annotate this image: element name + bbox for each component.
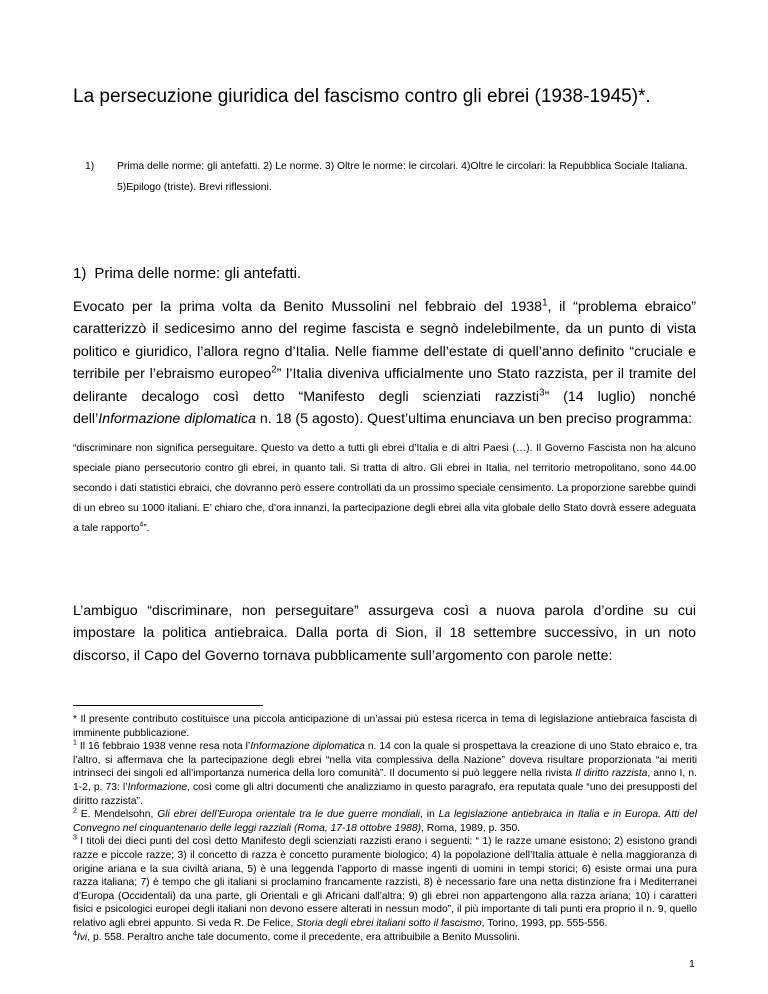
section-number: 1) (73, 265, 87, 282)
footnote-text: I titoli dei dieci punti del così detto Manifesto degli scienziati razzisti erano i seguenti: “ 1) le razze umane esistono; 2) esistono grandi razze e piccole razze; 3) il concetto di razza è concetto puramente biologico; 4) la popolazione dell’Italia attuale è nella maggioranza di origine ariana e la sua civiltà ariana, 5) è una leggenda l’apporto di masse ingenti di uomini in tempi storici; 6) esiste ormai una pura razza italiana; 7) è tempo che gli italiani si proclamino francamente razzisti, 8) è necessario fare una netta distinzione fra i Mediterranei d’Europa (Occidentali) da una parte, gli Orientali e gli Africani dall’altra; 9) gli ebrei non appartengono alla razza ariana; 10) i caratteri fisici e psicologici europei degli italiani non devono essere alterati in nessun modo”, il più importante di tali punti era proprio il n. 9, quello relativo agli ebrei appunto. Si veda R. De Felice, (73, 836, 697, 929)
section-heading (73, 264, 301, 284)
footnote-text: , anno I, n. 1-2, p. 73: l’ (73, 768, 697, 793)
italic-text: Informazione (127, 781, 188, 793)
footnote-3 (73, 835, 697, 930)
quote-text: “discriminare non significa perseguitare. Questo va detto a tutti gli ebrei d’Italia e di altri Paesi (…). Il Governo Fascista non ha alcuno speciale piano persecutorio contro gli ebrei, in quanto tali. Si tratta di altro. Gli ebrei in Italia, nel territorio metropolitano, sono 44.00 secondo i dati statistici ebraici, che dovranno però essere controllati da un prossimo speciale censimento. La proporzione sarebbe quindi di un ebreo su 1000 italiani. E’ chiaro che, d’ora innanzi, la partecipazione degli ebrei alla vita globale dello Stato dovrà essere adeguata a tale rapporto (73, 443, 696, 534)
toc-text: Prima delle norme: gli antefatti. 2) Le norme. 3) Oltre le norme: le circolari. 4)Oltre le circolari: la Repubblica Sociale Italiana. 5)Epilogo (triste). Brevi riflessioni. (117, 161, 688, 193)
paragraph-text: ” (14 luglio) nonché dell’ (73, 388, 696, 428)
footnote-ref[interactable]: 2 (271, 364, 277, 376)
footnote-text: , in (420, 809, 439, 821)
paragraph-text: ” l’Italia diveniva ufficialmente uno Stato razzista, per il tramite del delirante decalogo così detto “Manifesto degli scienziati razzisti (73, 366, 696, 405)
footnote-text: n. 14 con la quale si prospettava la creazione di uno Stato ebraico e, tra l’altro, si affermava che la partecipazione degli ebrei “nella vita complessiva della Nazione” doveva risultare proporzionata “ai meriti intrinseci dei singoli ed all’importanza numerica della loro comunità”. Il documento si può leggere nella rivista (73, 741, 698, 780)
footnote-4 (73, 931, 697, 945)
footnote-text: , così come gli altri documenti che analizziamo in questo paragrafo, era reputata quale “uno dei presupposti del diritto razzista”. (73, 781, 697, 807)
footnote-mark: 4 (73, 930, 77, 938)
toc-number: 1) (85, 161, 95, 172)
footnote-text: , p. 558. Peraltro anche tale documento, come il precedente, era attribuibile a Benito Mussolini. (87, 931, 520, 943)
document-title: La persecuzione giuridica del fascismo contro gli ebrei (1938-1945)*. (73, 86, 651, 107)
footnotes (73, 713, 697, 944)
footnote-ref[interactable]: 4 (139, 521, 144, 529)
table-of-contents (85, 156, 705, 198)
footnote-text: Il 16 febbraio 1938 venne resa nota l’ (76, 741, 251, 753)
italic-text: Informazione diplomatica (250, 741, 365, 753)
footnote-mark: 1 (73, 739, 77, 747)
quote-end: ”. (143, 523, 150, 534)
footnote-separator (73, 705, 263, 706)
page-number: 1 (689, 958, 695, 970)
footnote-ref[interactable]: 1 (542, 297, 548, 309)
block-quote (73, 439, 696, 539)
paragraph-text: , il “problema ebraico” caratterizzò il sedicesimo anno del regime fascista e segnò indelebilmente, da un punto di vista politico e giuridico, l’allora regno d’Italia. Nelle fiamme dell’estate di quell’anno definito “cruciale e terribile per l’ebraismo europeo (73, 299, 696, 383)
italic-text: La legislazione antiebraica in Italia e in Europa. Atti del Convegno nel cinquantenario delle leggi razziali (Roma, 17-18 ottobre 1988) (73, 809, 697, 834)
footnote-text: , Torino, 1993, pp. 555-556. (481, 917, 608, 929)
section-title: Prima delle norme: gli antefatti. (94, 265, 302, 282)
footnote-2 (73, 808, 697, 835)
footnote-1 (73, 740, 697, 808)
paragraph-text: n. 18 (5 agosto). Quest’ultima enunciava un ben preciso programma: (255, 411, 693, 428)
italic-text: Storia degli ebrei italiani sotto il fascismo (296, 917, 482, 929)
footnote-star: * Il presente contributo costituisce una piccola anticipazione di un’assai più estesa ricerca in tema di legislazione antiebraica fascista di imminente pubblicazione. (73, 714, 697, 739)
italic-text: Gli ebrei dell’Europa orientale tra le due guerre mondiali (157, 809, 421, 821)
italic-text: Informazione diplomatica (98, 411, 256, 428)
italic-text: Ivi (76, 931, 88, 943)
footnote-mark: 3 (73, 834, 77, 842)
footnote-mark: 2 (73, 807, 77, 815)
body-paragraph: L’ambiguo “discriminare, non perseguitare” assurgeva così a nuova parola d’ordine su cui impostare la politica antiebraica. Dalla porta di Sion, il 18 settembre successivo, in un noto discorso, il Capo del Governo tornava pubblicamente sull’argomento con parole nette: (73, 603, 696, 664)
body-paragraph (73, 296, 696, 430)
footnote-text: , Roma, 1989, p. 350. (421, 822, 521, 834)
italic-text: Il diritto razzista (575, 768, 648, 780)
footnote-text: E. Mendelsohn, (76, 809, 158, 821)
footnote-ref[interactable]: 3 (539, 386, 545, 398)
paragraph-text: Evocato per la prima volta da Benito Mussolini nel febbraio del 1938 (73, 299, 543, 315)
